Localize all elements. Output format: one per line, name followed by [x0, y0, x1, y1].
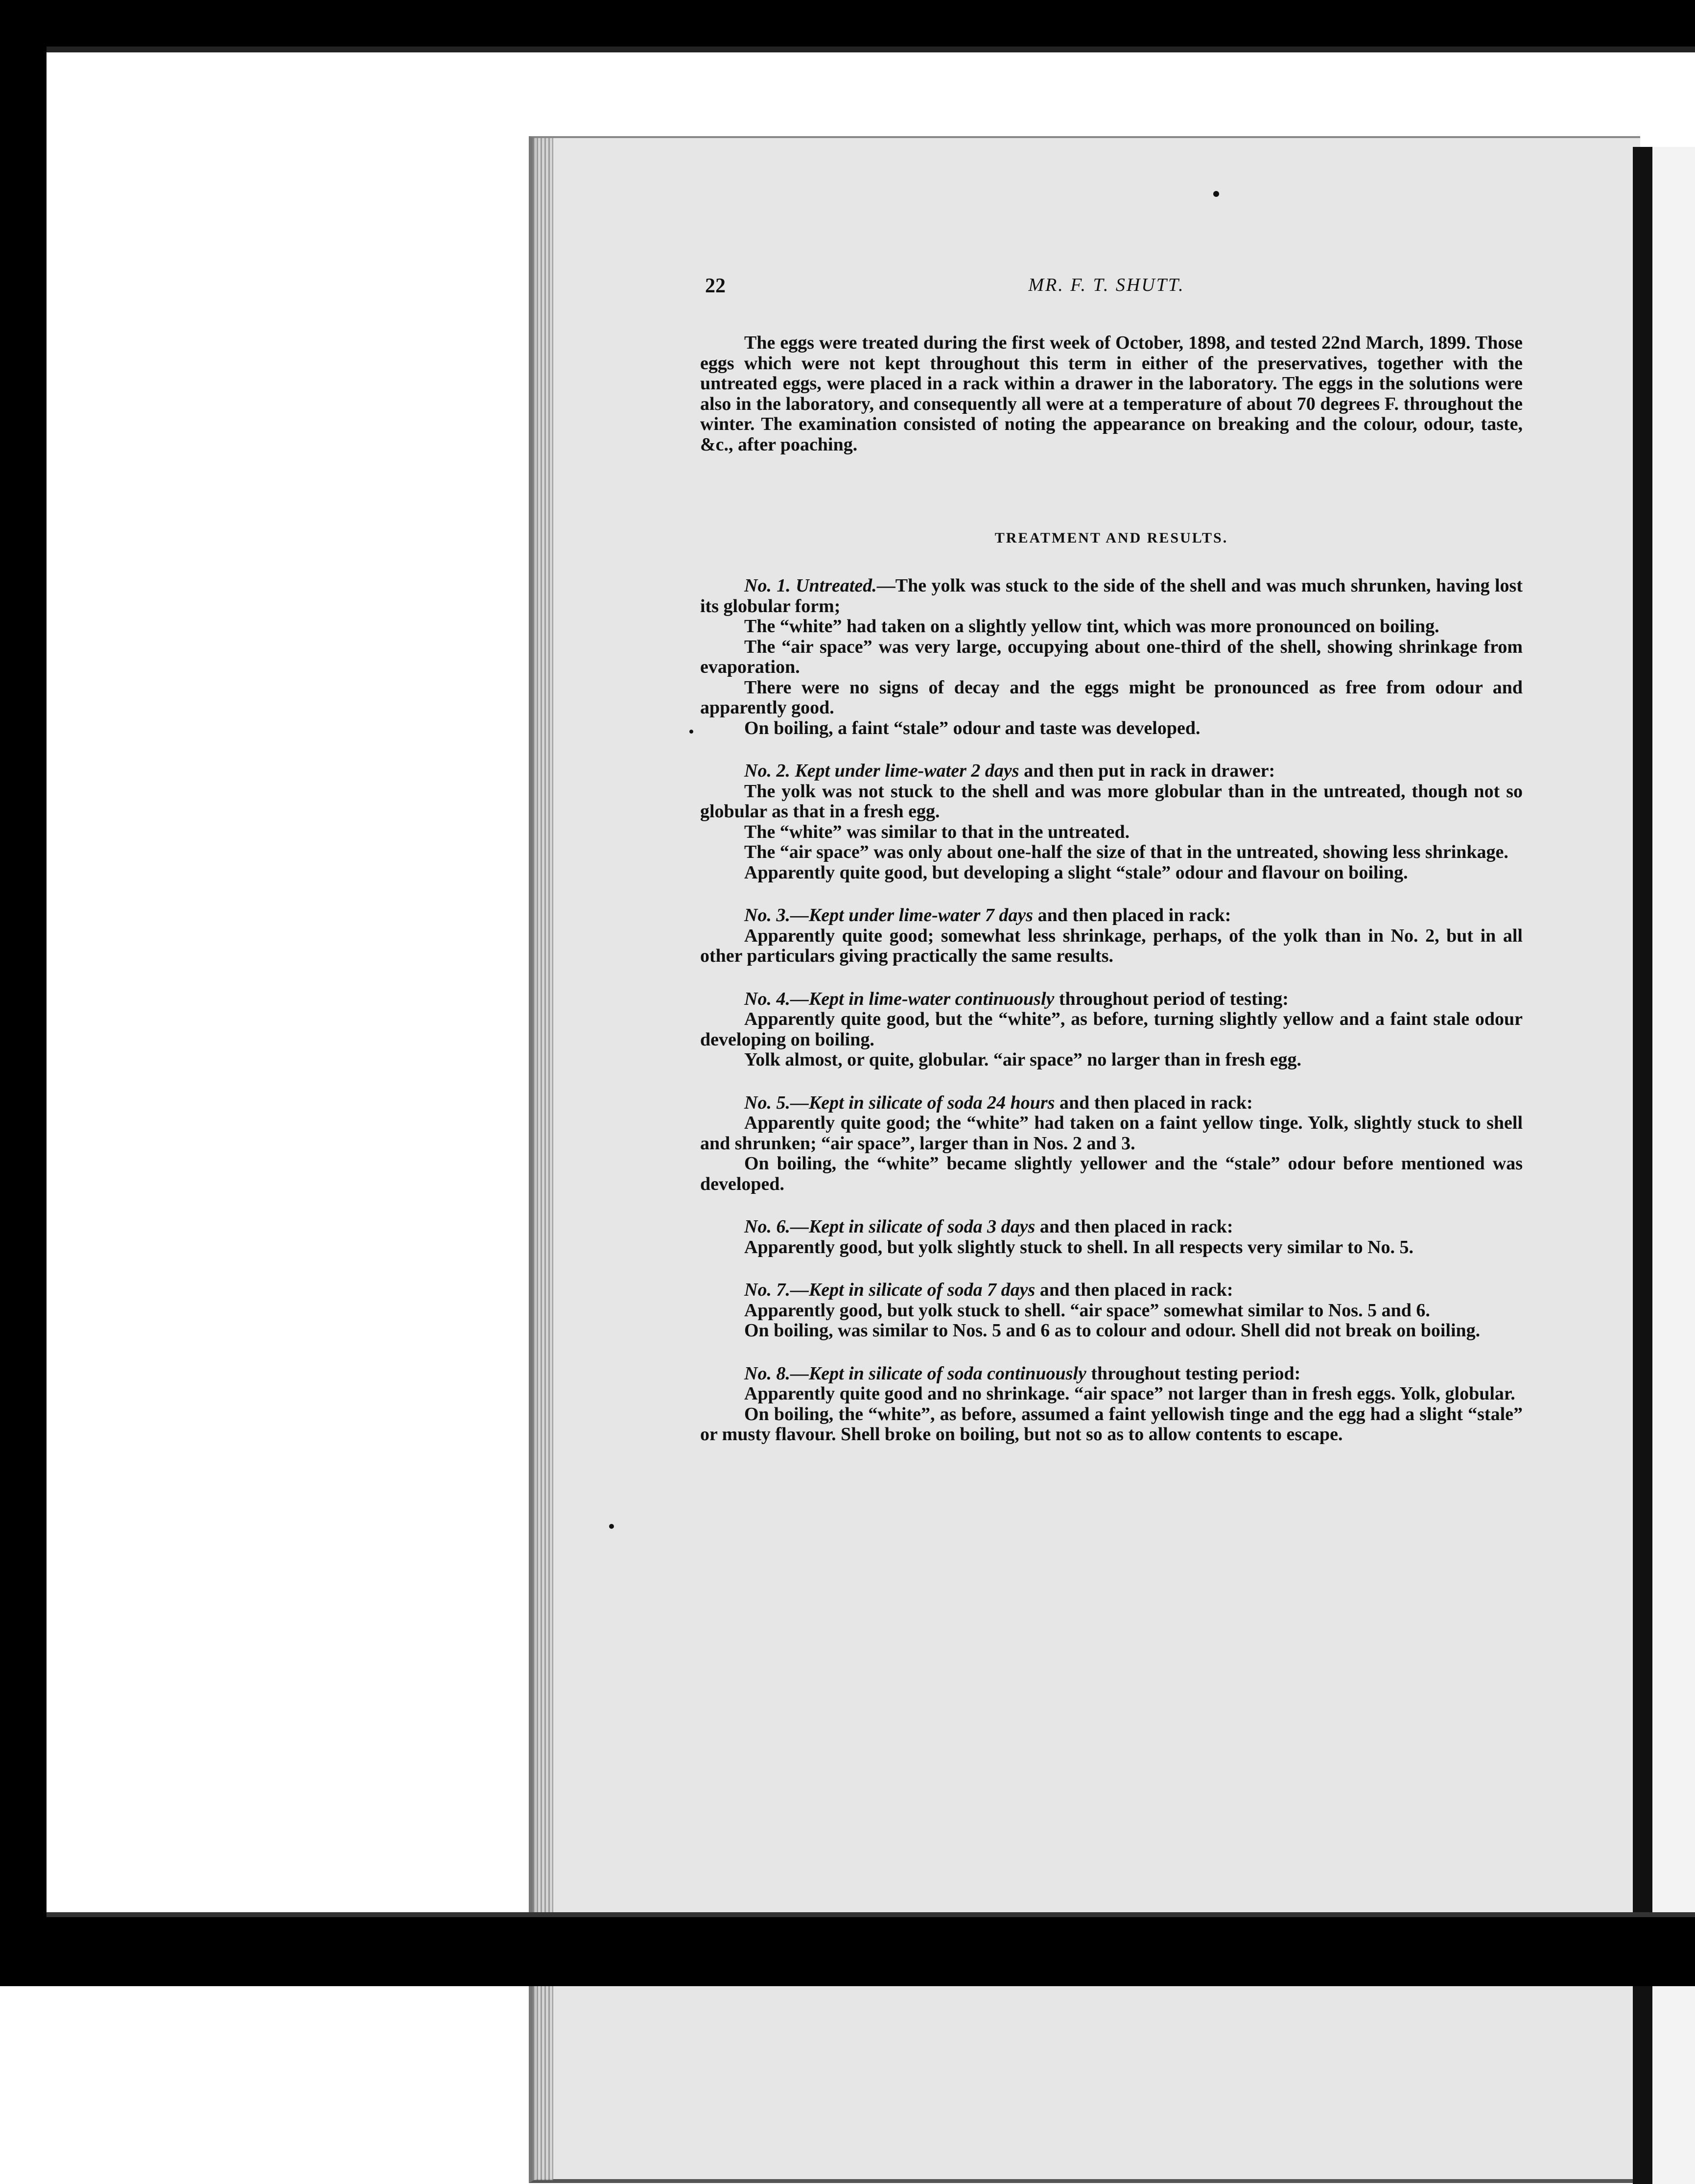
- item-number: No. 6.: [744, 1216, 790, 1237]
- item-paragraph: Yolk almost, or quite, globular. “air space” no larger than in fresh egg.: [744, 1049, 1301, 1070]
- item-label: —Kept in silicate of soda continuously: [790, 1363, 1086, 1384]
- scan-border-top: [0, 0, 1695, 47]
- item-paragraph: Apparently quite good; the “white” had taken on a faint yellow tinge. Yolk, slightly stuck to shell and shrunken; “air space”, larger than in Nos. 2 and 3.: [700, 1113, 1523, 1154]
- item-paragraph: Apparently good, but yolk stuck to shell. “air space” somewhat similar to Nos. 5 and 6.: [744, 1300, 1430, 1321]
- result-item-1: [700, 576, 1523, 738]
- item-number: No. 3.: [744, 905, 790, 926]
- item-paragraph: On boiling, the “white”, as before, assumed a faint yellowish tinge and the egg had a slight “stale” or musty flavour. Shell broke on boiling, but not so as to allow contents to escape.: [700, 1403, 1523, 1445]
- item-head-text: and then placed in rack:: [1055, 1092, 1253, 1113]
- section-heading-block: [700, 528, 1523, 548]
- result-item-4: [700, 989, 1523, 1070]
- item-paragraph: On boiling, was similar to Nos. 5 and 6 as to colour and odour. Shell did not break on boiling.: [744, 1320, 1481, 1341]
- scan-border-bottom: [0, 1917, 1695, 1986]
- book-spine: [1633, 147, 1652, 2184]
- item-label: —Kept in silicate of soda 7 days: [790, 1280, 1036, 1300]
- item-number: No. 2.: [744, 760, 790, 781]
- item-paragraph: Apparently quite good and no shrinkage. “air space” not larger than in fresh eggs. Yolk, globular.: [744, 1383, 1515, 1404]
- item-head-text: and then placed in rack:: [1033, 905, 1231, 926]
- section-heading: TREATMENT AND RESULTS.: [994, 530, 1228, 546]
- item-head-text: throughout period of testing:: [1054, 988, 1289, 1009]
- item-paragraph: Apparently quite good, but the “white”, as before, turning slightly yellow and a faint stale odour developing on boiling.: [700, 1009, 1523, 1050]
- item-label: —Kept in silicate of soda 24 hours: [790, 1092, 1055, 1113]
- running-title: MR. F. T. SHUTT.: [1028, 275, 1185, 295]
- item-paragraph: The “white” had taken on a slightly yellow tint, which was more pronounced on boiling.: [744, 616, 1439, 637]
- item-paragraph: The “air space” was very large, occupying about one-third of the shell, showing shrinkage from evaporation.: [700, 636, 1523, 677]
- item-label: —Kept in silicate of soda 3 days: [790, 1216, 1036, 1237]
- item-head-text: and then put in rack in drawer:: [1019, 760, 1275, 781]
- item-label: —Kept under lime-water 7 days: [790, 905, 1034, 926]
- result-item-6: [700, 1217, 1523, 1258]
- item-paragraph: The “air space” was only about one-half the size of that in the untreated, showing less shrinkage.: [744, 842, 1508, 862]
- item-number: No. 4.: [744, 988, 790, 1009]
- item-paragraph: There were no signs of decay and the eggs might be pronounced as free from odour and apparently good.: [700, 677, 1523, 718]
- page-number: 22: [705, 275, 726, 297]
- intro-section: [700, 333, 1523, 455]
- item-head-text: and then placed in rack:: [1035, 1216, 1233, 1237]
- result-item-2: [700, 761, 1523, 883]
- item-paragraph: The yolk was not stuck to the shell and was more globular than in the untreated, though not so globular as that in a fresh egg.: [700, 781, 1523, 822]
- result-item-8: [700, 1364, 1523, 1445]
- item-paragraph: Apparently quite good, but developing a slight “stale” odour and flavour on boiling.: [744, 862, 1408, 883]
- item-number: No. 7.: [744, 1280, 790, 1300]
- item-paragraph: The “white” was similar to that in the untreated.: [744, 821, 1130, 842]
- item-paragraph: Apparently quite good; somewhat less shrinkage, perhaps, of the yolk than in No. 2, but in all other particulars giving practically the same results.: [700, 925, 1523, 966]
- facing-page-edge: [1652, 147, 1695, 2184]
- result-item-5: [700, 1093, 1523, 1195]
- intro-paragraph: The eggs were treated during the first week of October, 1898, and tested 22nd March, 1899. Those eggs which were not kept throughout this term in either of the preservatives, together with the untreated eggs, were placed in a rack within a drawer in the laboratory. The eggs in the solutions were also in the laboratory, and consequently all were at a temperature of about 70 degrees F. throughout the winter. The examination consisted of noting the appearance on breaking and the colour, odour, taste, &c., after poaching.: [700, 332, 1523, 455]
- item-number: No. 5.: [744, 1092, 790, 1113]
- item-label: Untreated.: [796, 575, 877, 596]
- item-head-text: throughout testing period:: [1086, 1363, 1301, 1384]
- page-stack-edge: [533, 138, 553, 2180]
- item-paragraph: On boiling, the “white” became slightly yellower and the “stale” odour before mentioned was developed.: [700, 1153, 1523, 1194]
- item-number: No. 1.: [744, 575, 791, 596]
- ink-speck: [1213, 191, 1219, 197]
- item-head-text: —The yolk was stuck to the side of the shell and was much shrunken, having lost its globular form;: [700, 575, 1523, 617]
- item-head-text: and then placed in rack:: [1035, 1280, 1233, 1300]
- result-item-7: [700, 1280, 1523, 1341]
- item-label: Kept under lime-water 2 days: [795, 760, 1019, 781]
- scan-border-top-inner: [47, 47, 1695, 52]
- result-item-3: [700, 905, 1523, 967]
- scan-border-left: [0, 47, 47, 1917]
- scan-border-bottom-inner: [47, 1912, 1695, 1917]
- item-paragraph: On boiling, a faint “stale” odour and taste was developed.: [744, 717, 1201, 738]
- item-label: —Kept in lime-water continuously: [790, 988, 1055, 1009]
- ink-speck: [689, 730, 693, 734]
- running-head: [705, 274, 1508, 304]
- item-number: No. 8.: [744, 1363, 790, 1384]
- ink-speck: [609, 1524, 614, 1529]
- item-paragraph: Apparently good, but yolk slightly stuck to shell. In all respects very similar to No. 5.: [744, 1236, 1414, 1258]
- results-list: [700, 576, 1523, 1445]
